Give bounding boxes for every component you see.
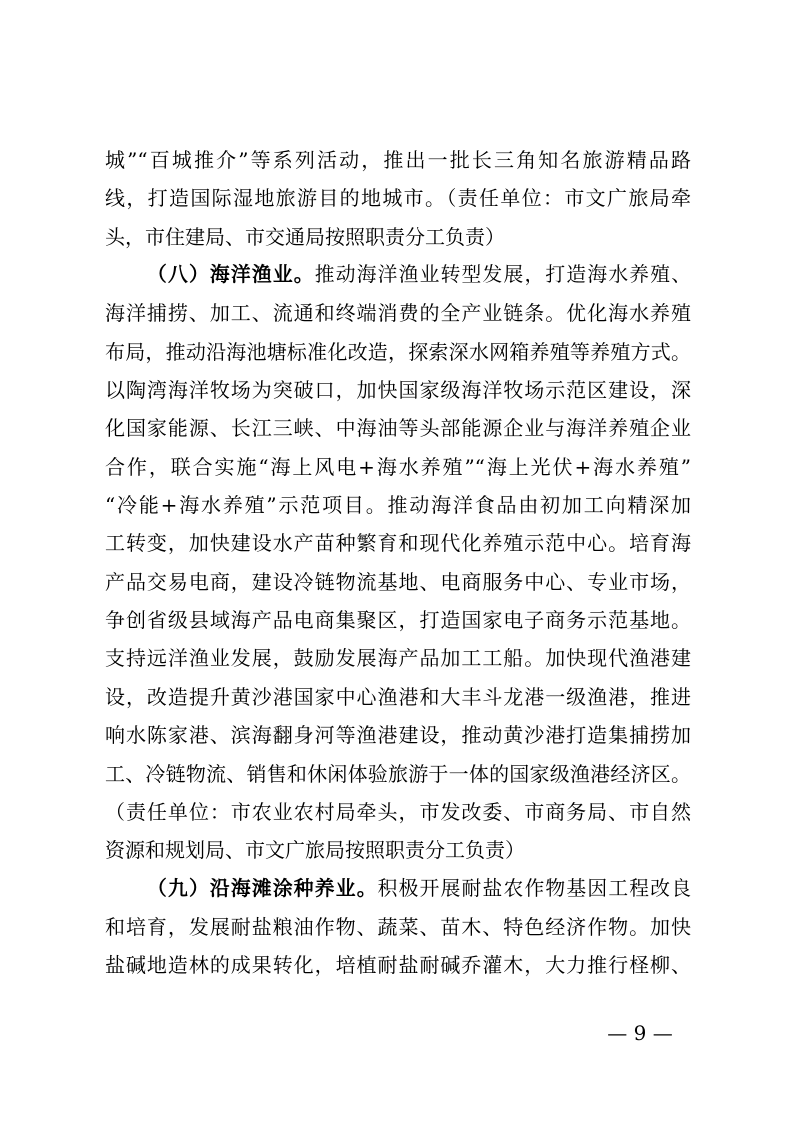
text-line: 合作，联合实施“海上风电+海水养殖”“海上光伏+海水养殖” bbox=[105, 454, 691, 479]
text-line: 响水陈家港、滨海翻身河等渔港建设，推动黄沙港打造集捕捞加 bbox=[105, 723, 691, 748]
text-line: 布局，推动沿海池塘标准化改造，探索深水网箱养殖等养殖方式。 bbox=[105, 339, 691, 364]
text-line: 工转变，加快建设水产苗种繁育和现代化养殖示范中心。培育海 bbox=[105, 531, 691, 556]
body-text bbox=[105, 141, 691, 985]
section-heading-line: （八）海洋渔业。推动海洋渔业转型发展，打造海水养殖、 bbox=[147, 263, 691, 287]
text-line: 盐碱地造林的成果转化，培植耐盐耐碱乔灌木，大力推行柽柳、 bbox=[105, 953, 691, 978]
text-line: 支持远洋渔业发展，鼓励发展海产品加工工船。加快现代渔港建 bbox=[105, 646, 691, 671]
text-line: （责任单位：市农业农村局牵头，市发改委、市商务局、市自然 bbox=[105, 799, 691, 824]
text-line: 线，打造国际湿地旅游目的地城市。（责任单位：市文广旅局牵 bbox=[105, 186, 691, 211]
page-number: — 9 — bbox=[607, 1021, 673, 1045]
section-heading-line: （九）沿海滩涂种养业。积极开展耐盐农作物基因工程改良 bbox=[147, 876, 691, 900]
text-line: 争创省级县域海产品电商集聚区，打造国家电子商务示范基地。 bbox=[105, 608, 691, 633]
text-line: 头，市住建局、市交通局按照职责分工负责） bbox=[105, 224, 505, 249]
text-line: 以陶湾海洋牧场为突破口，加快国家级海洋牧场示范区建设，深 bbox=[105, 378, 691, 403]
section-heading: （九）沿海滩涂种养业。 bbox=[147, 876, 378, 900]
text-line: 资源和规划局、市文广旅局按照职责分工负责） bbox=[105, 838, 525, 863]
section-heading: （八）海洋渔业。 bbox=[147, 263, 315, 287]
text-line: 化国家能源、长江三峡、中海油等头部能源企业与海洋养殖企业 bbox=[105, 416, 691, 441]
text-line: “冷能+海水养殖”示范项目。推动海洋食品由初加工向精深加 bbox=[105, 493, 691, 518]
text-line: 和培育，发展耐盐粮油作物、蔬菜、苗木、特色经济作物。加快 bbox=[105, 914, 691, 939]
text-line: 海洋捕捞、加工、流通和终端消费的全产业链条。优化海水养殖 bbox=[105, 301, 691, 326]
text-line: 工、冷链物流、销售和休闲体验旅游于一体的国家级渔港经济区。 bbox=[105, 761, 691, 786]
text-line: 产品交易电商，建设冷链物流基地、电商服务中心、专业市场， bbox=[105, 569, 691, 594]
text-line: 设，改造提升黄沙港国家中心渔港和大丰斗龙港一级渔港，推进 bbox=[105, 684, 691, 709]
text-line: 城”“百城推介”等系列活动，推出一批长三角知名旅游精品路 bbox=[105, 148, 691, 172]
